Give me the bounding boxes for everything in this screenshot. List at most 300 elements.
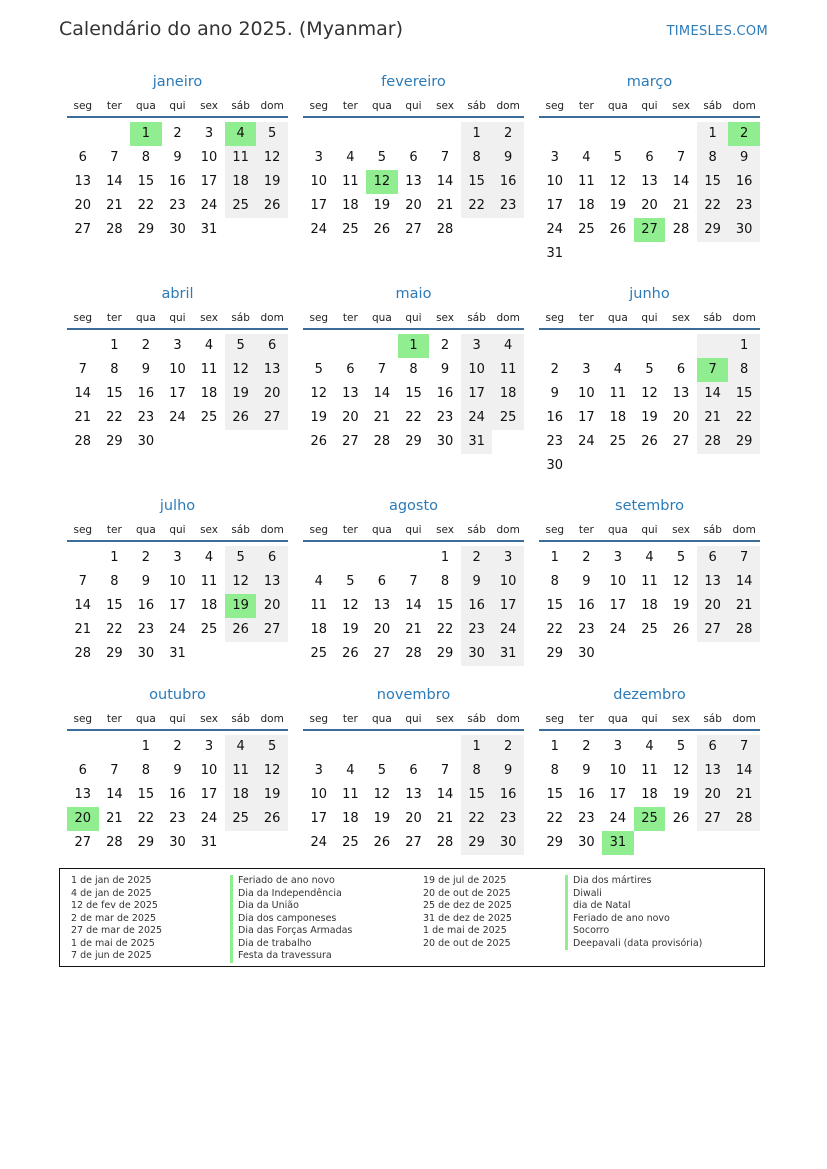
day-cell[interactable]: 15 [106, 598, 123, 613]
holiday-day-cell[interactable]: 7 [697, 358, 729, 382]
day-cell[interactable]: 26 [641, 434, 658, 449]
holiday-day-cell[interactable]: 20 [67, 807, 99, 831]
day-cell[interactable]: 6 [645, 150, 654, 165]
day-cell[interactable]: 25 [609, 434, 627, 449]
day-cell[interactable]: 8 [141, 150, 151, 165]
day-cell[interactable]: 1 [461, 735, 493, 759]
day-cell[interactable]: 5 [613, 150, 623, 165]
day-cell[interactable]: 18 [200, 386, 218, 401]
day-cell[interactable]: 2 [461, 546, 493, 570]
day-cell[interactable]: 14 [405, 598, 422, 613]
day-cell[interactable]: 28 [697, 430, 729, 454]
day-cell[interactable]: 28 [436, 835, 454, 850]
day-cell[interactable]: 14 [697, 382, 729, 406]
day-cell[interactable]: 28 [436, 222, 454, 237]
day-cell[interactable]: 7 [440, 150, 450, 165]
day-cell[interactable]: 9 [461, 570, 493, 594]
day-cell[interactable]: 19 [641, 410, 658, 425]
day-cell[interactable]: 15 [461, 783, 493, 807]
day-cell[interactable]: 29 [546, 835, 564, 850]
day-cell[interactable]: 25 [225, 807, 257, 831]
day-cell[interactable]: 23 [137, 622, 155, 637]
day-cell[interactable]: 16 [169, 787, 186, 802]
day-cell[interactable]: 3 [550, 150, 559, 165]
day-cell[interactable]: 7 [728, 735, 760, 759]
day-cell[interactable]: 4 [225, 735, 257, 759]
day-cell[interactable]: 5 [346, 574, 355, 589]
day-cell[interactable]: 15 [546, 787, 564, 802]
day-cell[interactable]: 10 [609, 763, 627, 778]
day-cell[interactable]: 11 [225, 759, 257, 783]
day-cell[interactable]: 30 [461, 642, 493, 666]
day-cell[interactable]: 18 [342, 811, 359, 826]
day-cell[interactable]: 13 [405, 174, 422, 189]
day-cell[interactable]: 20 [373, 622, 391, 637]
day-cell[interactable]: 8 [110, 362, 119, 377]
day-cell[interactable]: 30 [436, 434, 454, 449]
day-cell[interactable]: 27 [672, 434, 690, 449]
day-cell[interactable]: 22 [137, 198, 155, 213]
day-cell[interactable]: 5 [676, 550, 686, 565]
day-cell[interactable]: 18 [310, 622, 328, 637]
day-cell[interactable]: 5 [256, 735, 288, 759]
day-cell[interactable]: 2 [440, 338, 450, 353]
day-cell[interactable]: 3 [613, 550, 623, 565]
day-cell[interactable]: 30 [728, 218, 760, 242]
day-cell[interactable]: 17 [492, 594, 524, 618]
day-cell[interactable]: 5 [377, 150, 387, 165]
day-cell[interactable]: 30 [492, 831, 524, 855]
day-cell[interactable]: 24 [578, 434, 595, 449]
day-cell[interactable]: 5 [256, 122, 288, 146]
day-cell[interactable]: 10 [169, 362, 186, 377]
day-cell[interactable]: 10 [200, 763, 218, 778]
day-cell[interactable]: 27 [373, 646, 391, 661]
day-cell[interactable]: 30 [169, 222, 186, 237]
day-cell[interactable]: 1 [461, 122, 493, 146]
day-cell[interactable]: 11 [492, 358, 524, 382]
day-cell[interactable]: 6 [409, 150, 418, 165]
day-cell[interactable]: 25 [310, 646, 328, 661]
holiday-day-cell[interactable]: 12 [366, 170, 398, 194]
day-cell[interactable]: 2 [141, 338, 151, 353]
day-cell[interactable]: 3 [461, 334, 493, 358]
day-cell[interactable]: 21 [436, 811, 454, 826]
day-cell[interactable]: 23 [461, 618, 493, 642]
day-cell[interactable]: 3 [582, 362, 591, 377]
day-cell[interactable]: 10 [310, 174, 328, 189]
day-cell[interactable]: 17 [310, 811, 328, 826]
day-cell[interactable]: 16 [461, 594, 493, 618]
day-cell[interactable]: 23 [436, 410, 454, 425]
day-cell[interactable]: 6 [78, 763, 87, 778]
day-cell[interactable]: 9 [550, 386, 559, 401]
day-cell[interactable]: 16 [492, 783, 524, 807]
day-cell[interactable]: 28 [405, 646, 422, 661]
day-cell[interactable]: 22 [436, 622, 454, 637]
day-cell[interactable]: 23 [169, 198, 186, 213]
day-cell[interactable]: 13 [74, 787, 92, 802]
day-cell[interactable]: 22 [461, 807, 493, 831]
day-cell[interactable]: 17 [609, 787, 627, 802]
day-cell[interactable]: 14 [106, 174, 123, 189]
day-cell[interactable]: 20 [697, 594, 729, 618]
day-cell[interactable]: 27 [697, 807, 729, 831]
day-cell[interactable]: 10 [609, 574, 627, 589]
day-cell[interactable]: 30 [578, 835, 595, 850]
day-cell[interactable]: 16 [546, 410, 564, 425]
day-cell[interactable]: 2 [492, 735, 524, 759]
day-cell[interactable]: 30 [546, 458, 564, 473]
day-cell[interactable]: 15 [137, 174, 155, 189]
day-cell[interactable]: 10 [169, 574, 186, 589]
day-cell[interactable]: 21 [697, 406, 729, 430]
day-cell[interactable]: 10 [578, 386, 595, 401]
day-cell[interactable]: 4 [645, 739, 654, 754]
day-cell[interactable]: 12 [609, 174, 627, 189]
day-cell[interactable]: 2 [582, 550, 591, 565]
day-cell[interactable]: 3 [204, 739, 214, 754]
day-cell[interactable]: 23 [492, 194, 524, 218]
month-name[interactable]: fevereiro [381, 74, 446, 90]
day-cell[interactable]: 17 [200, 787, 218, 802]
day-cell[interactable]: 31 [169, 646, 186, 661]
day-cell[interactable]: 14 [728, 570, 760, 594]
day-cell[interactable]: 31 [546, 246, 564, 261]
day-cell[interactable]: 8 [409, 362, 418, 377]
day-cell[interactable]: 29 [137, 835, 155, 850]
day-cell[interactable]: 19 [373, 811, 391, 826]
day-cell[interactable]: 11 [342, 787, 359, 802]
day-cell[interactable]: 31 [200, 222, 218, 237]
day-cell[interactable]: 22 [546, 622, 564, 637]
day-cell[interactable]: 26 [672, 622, 690, 637]
day-cell[interactable]: 7 [110, 763, 119, 778]
day-cell[interactable]: 20 [405, 198, 422, 213]
day-cell[interactable]: 8 [461, 146, 493, 170]
day-cell[interactable]: 17 [609, 598, 627, 613]
month-name[interactable]: janeiro [152, 74, 203, 90]
day-cell[interactable]: 6 [409, 763, 418, 778]
day-cell[interactable]: 6 [697, 546, 729, 570]
day-cell[interactable]: 25 [641, 622, 658, 637]
day-cell[interactable]: 16 [578, 787, 595, 802]
day-cell[interactable]: 1 [440, 550, 450, 565]
day-cell[interactable]: 10 [492, 570, 524, 594]
day-cell[interactable]: 6 [346, 362, 355, 377]
day-cell[interactable]: 19 [609, 198, 627, 213]
day-cell[interactable]: 15 [137, 787, 155, 802]
day-cell[interactable]: 26 [225, 406, 257, 430]
month-name[interactable]: junho [629, 286, 670, 302]
day-cell[interactable]: 13 [697, 570, 729, 594]
day-cell[interactable]: 16 [578, 598, 595, 613]
day-cell[interactable]: 21 [405, 622, 422, 637]
day-cell[interactable]: 13 [672, 386, 690, 401]
day-cell[interactable]: 21 [672, 198, 690, 213]
day-cell[interactable]: 1 [728, 334, 760, 358]
day-cell[interactable]: 16 [728, 170, 760, 194]
day-cell[interactable]: 16 [169, 174, 186, 189]
day-cell[interactable]: 18 [200, 598, 218, 613]
day-cell[interactable]: 8 [141, 763, 151, 778]
day-cell[interactable]: 26 [256, 194, 288, 218]
day-cell[interactable]: 3 [314, 150, 323, 165]
day-cell[interactable]: 6 [256, 334, 288, 358]
day-cell[interactable]: 24 [169, 410, 186, 425]
day-cell[interactable]: 20 [697, 783, 729, 807]
day-cell[interactable]: 13 [256, 570, 288, 594]
day-cell[interactable]: 26 [672, 811, 690, 826]
day-cell[interactable]: 20 [74, 198, 92, 213]
month-name[interactable]: setembro [615, 498, 684, 514]
day-cell[interactable]: 4 [645, 550, 654, 565]
day-cell[interactable]: 3 [314, 763, 323, 778]
holiday-day-cell[interactable]: 1 [398, 334, 430, 358]
day-cell[interactable]: 8 [550, 574, 559, 589]
day-cell[interactable]: 14 [74, 386, 92, 401]
month-name[interactable]: abril [161, 286, 194, 302]
day-cell[interactable]: 13 [342, 386, 359, 401]
day-cell[interactable]: 24 [200, 811, 218, 826]
day-cell[interactable]: 7 [377, 362, 387, 377]
day-cell[interactable]: 20 [342, 410, 359, 425]
day-cell[interactable]: 17 [200, 174, 218, 189]
day-cell[interactable]: 4 [346, 150, 355, 165]
day-cell[interactable]: 31 [200, 835, 218, 850]
month-name[interactable]: agosto [388, 498, 439, 514]
day-cell[interactable]: 27 [74, 222, 92, 237]
day-cell[interactable]: 29 [436, 646, 454, 661]
day-cell[interactable]: 30 [137, 434, 155, 449]
day-cell[interactable]: 5 [314, 362, 323, 377]
day-cell[interactable]: 19 [310, 410, 328, 425]
day-cell[interactable]: 15 [106, 386, 123, 401]
day-cell[interactable]: 6 [256, 546, 288, 570]
day-cell[interactable]: 17 [310, 198, 328, 213]
day-cell[interactable]: 20 [405, 811, 422, 826]
day-cell[interactable]: 8 [461, 759, 493, 783]
day-cell[interactable]: 24 [169, 622, 186, 637]
day-cell[interactable]: 25 [342, 222, 359, 237]
month-name[interactable]: outubro [149, 687, 206, 703]
holiday-day-cell[interactable]: 31 [602, 831, 634, 855]
day-cell[interactable]: 18 [492, 382, 524, 406]
day-cell[interactable]: 7 [440, 763, 450, 778]
day-cell[interactable]: 10 [461, 358, 493, 382]
day-cell[interactable]: 7 [676, 150, 686, 165]
day-cell[interactable]: 22 [728, 406, 760, 430]
day-cell[interactable]: 28 [106, 835, 123, 850]
day-cell[interactable]: 17 [169, 598, 186, 613]
day-cell[interactable]: 9 [440, 362, 450, 377]
day-cell[interactable]: 9 [728, 146, 760, 170]
day-cell[interactable]: 28 [373, 434, 391, 449]
day-cell[interactable]: 21 [74, 410, 92, 425]
day-cell[interactable]: 28 [728, 618, 760, 642]
day-cell[interactable]: 18 [225, 170, 257, 194]
day-cell[interactable]: 4 [204, 338, 214, 353]
holiday-day-cell[interactable]: 27 [634, 218, 666, 242]
day-cell[interactable]: 31 [492, 642, 524, 666]
day-cell[interactable]: 9 [173, 150, 182, 165]
day-cell[interactable]: 25 [200, 410, 218, 425]
day-cell[interactable]: 24 [492, 618, 524, 642]
day-cell[interactable]: 15 [436, 598, 454, 613]
day-cell[interactable]: 26 [225, 618, 257, 642]
day-cell[interactable]: 17 [461, 382, 493, 406]
day-cell[interactable]: 12 [225, 358, 257, 382]
day-cell[interactable]: 8 [550, 763, 559, 778]
day-cell[interactable]: 10 [200, 150, 218, 165]
day-cell[interactable]: 8 [440, 574, 450, 589]
day-cell[interactable]: 19 [672, 787, 690, 802]
day-cell[interactable]: 11 [200, 574, 218, 589]
day-cell[interactable]: 14 [106, 787, 123, 802]
day-cell[interactable]: 28 [106, 222, 123, 237]
day-cell[interactable]: 22 [546, 811, 564, 826]
day-cell[interactable]: 18 [225, 783, 257, 807]
day-cell[interactable]: 2 [582, 739, 591, 754]
day-cell[interactable]: 9 [141, 362, 151, 377]
day-cell[interactable]: 21 [106, 198, 123, 213]
holiday-day-cell[interactable]: 2 [728, 122, 760, 146]
day-cell[interactable]: 26 [373, 222, 391, 237]
day-cell[interactable]: 20 [256, 594, 288, 618]
day-cell[interactable]: 24 [310, 835, 328, 850]
day-cell[interactable]: 30 [137, 646, 155, 661]
day-cell[interactable]: 21 [436, 198, 454, 213]
day-cell[interactable]: 19 [672, 598, 690, 613]
day-cell[interactable]: 18 [641, 787, 658, 802]
day-cell[interactable]: 12 [342, 598, 359, 613]
day-cell[interactable]: 1 [697, 122, 729, 146]
day-cell[interactable]: 2 [141, 550, 151, 565]
day-cell[interactable]: 16 [137, 598, 155, 613]
day-cell[interactable]: 22 [106, 622, 123, 637]
holiday-day-cell[interactable]: 1 [130, 122, 162, 146]
day-cell[interactable]: 1 [110, 338, 119, 353]
day-cell[interactable]: 12 [310, 386, 328, 401]
day-cell[interactable]: 16 [436, 386, 454, 401]
day-cell[interactable]: 30 [169, 835, 186, 850]
day-cell[interactable]: 3 [204, 126, 214, 141]
day-cell[interactable]: 14 [436, 787, 454, 802]
day-cell[interactable]: 18 [342, 198, 359, 213]
day-cell[interactable]: 31 [461, 430, 493, 454]
day-cell[interactable]: 14 [436, 174, 454, 189]
day-cell[interactable]: 5 [676, 739, 686, 754]
day-cell[interactable]: 13 [74, 174, 92, 189]
day-cell[interactable]: 15 [461, 170, 493, 194]
day-cell[interactable]: 7 [78, 574, 87, 589]
day-cell[interactable]: 24 [310, 222, 328, 237]
day-cell[interactable]: 26 [310, 434, 328, 449]
day-cell[interactable]: 11 [641, 574, 658, 589]
day-cell[interactable]: 23 [492, 807, 524, 831]
day-cell[interactable]: 27 [256, 406, 288, 430]
day-cell[interactable]: 24 [546, 222, 564, 237]
day-cell[interactable]: 21 [728, 783, 760, 807]
day-cell[interactable]: 5 [377, 763, 387, 778]
day-cell[interactable]: 12 [373, 787, 391, 802]
day-cell[interactable]: 3 [173, 550, 182, 565]
day-cell[interactable]: 1 [550, 550, 559, 565]
day-cell[interactable]: 8 [110, 574, 119, 589]
day-cell[interactable]: 7 [728, 546, 760, 570]
day-cell[interactable]: 6 [676, 362, 686, 377]
day-cell[interactable]: 25 [200, 622, 218, 637]
month-name[interactable]: maio [395, 286, 432, 302]
day-cell[interactable]: 17 [169, 386, 186, 401]
day-cell[interactable]: 21 [728, 594, 760, 618]
day-cell[interactable]: 16 [137, 386, 155, 401]
day-cell[interactable]: 12 [672, 574, 690, 589]
day-cell[interactable]: 24 [609, 811, 627, 826]
day-cell[interactable]: 26 [342, 646, 359, 661]
day-cell[interactable]: 18 [641, 598, 658, 613]
day-cell[interactable]: 19 [256, 783, 288, 807]
day-cell[interactable]: 29 [461, 831, 493, 855]
day-cell[interactable]: 17 [578, 410, 595, 425]
day-cell[interactable]: 27 [256, 618, 288, 642]
day-cell[interactable]: 12 [256, 759, 288, 783]
day-cell[interactable]: 6 [697, 735, 729, 759]
day-cell[interactable]: 21 [373, 410, 391, 425]
day-cell[interactable]: 26 [256, 807, 288, 831]
day-cell[interactable]: 28 [728, 807, 760, 831]
day-cell[interactable]: 29 [106, 434, 123, 449]
day-cell[interactable]: 4 [204, 550, 214, 565]
day-cell[interactable]: 28 [74, 646, 92, 661]
day-cell[interactable]: 15 [546, 598, 564, 613]
day-cell[interactable]: 25 [492, 406, 524, 430]
month-name[interactable]: dezembro [613, 687, 686, 703]
day-cell[interactable]: 20 [641, 198, 658, 213]
day-cell[interactable]: 24 [609, 622, 627, 637]
day-cell[interactable]: 21 [74, 622, 92, 637]
day-cell[interactable]: 22 [461, 194, 493, 218]
day-cell[interactable]: 29 [137, 222, 155, 237]
day-cell[interactable]: 9 [492, 759, 524, 783]
day-cell[interactable]: 13 [405, 787, 422, 802]
day-cell[interactable]: 13 [641, 174, 658, 189]
day-cell[interactable]: 11 [225, 146, 257, 170]
day-cell[interactable]: 13 [373, 598, 391, 613]
day-cell[interactable]: 21 [106, 811, 123, 826]
day-cell[interactable]: 26 [609, 222, 627, 237]
day-cell[interactable]: 8 [728, 358, 760, 382]
day-cell[interactable]: 1 [110, 550, 119, 565]
day-cell[interactable]: 10 [546, 174, 564, 189]
holiday-day-cell[interactable]: 25 [634, 807, 666, 831]
day-cell[interactable]: 20 [256, 382, 288, 406]
day-cell[interactable]: 27 [74, 835, 92, 850]
day-cell[interactable]: 4 [613, 362, 623, 377]
day-cell[interactable]: 9 [141, 574, 151, 589]
day-cell[interactable]: 15 [405, 386, 422, 401]
day-cell[interactable]: 7 [110, 150, 119, 165]
holiday-day-cell[interactable]: 4 [225, 122, 257, 146]
day-cell[interactable]: 27 [405, 222, 422, 237]
day-cell[interactable]: 9 [492, 146, 524, 170]
day-cell[interactable]: 11 [200, 362, 218, 377]
day-cell[interactable]: 25 [342, 835, 359, 850]
day-cell[interactable]: 13 [697, 759, 729, 783]
day-cell[interactable]: 18 [609, 410, 627, 425]
day-cell[interactable]: 4 [582, 150, 591, 165]
day-cell[interactable]: 14 [728, 759, 760, 783]
